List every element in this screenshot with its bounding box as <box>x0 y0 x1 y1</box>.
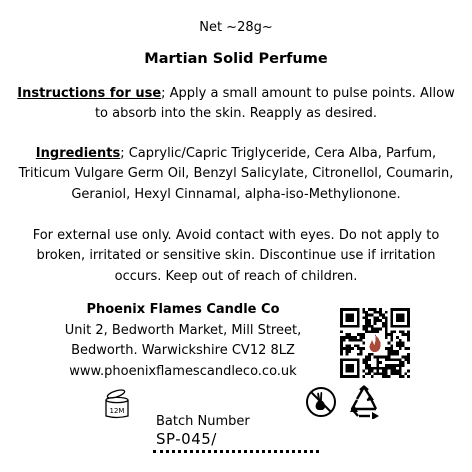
batch-label: Batch Number <box>156 414 250 429</box>
pao-label: 12M <box>109 407 125 415</box>
company-address-line1: Unit 2, Bedworth Market, Mill Street, <box>64 322 302 338</box>
instructions-block <box>14 84 458 125</box>
company-name: Phoenix Flames Candle Co <box>86 302 280 317</box>
instructions-heading: Instructions for use <box>17 86 162 101</box>
recycle-icon <box>346 385 382 419</box>
open-jar-icon <box>102 388 132 420</box>
ingredients-text: ; Caprylic/Capric Triglyceride, Cera Alba, Parfum, Triticum Vulgare Germ Oil, Benzyl Salicylate, Citronellol, Coumarin, Geraniol, Hexyl Cinnamal, alpha-iso-Methylionone. <box>18 146 454 202</box>
product-title: Martian Solid Perfume <box>144 51 328 67</box>
company-address-line2: Bedworth. Warwickshire CV12 8LZ <box>71 343 295 359</box>
batch-dotted-line <box>153 450 319 453</box>
instructions-text: ; Apply a small amount to pulse points. Allow to absorb into the skin. Reapply as desired. <box>94 86 455 122</box>
company-block <box>30 300 336 382</box>
ingredients-block <box>14 144 458 205</box>
no-animal-testing-icon <box>305 386 337 418</box>
net-weight: Net ~28g~ <box>199 20 273 35</box>
ingredients-heading: Ingredients <box>35 146 121 161</box>
company-website: www.phoenixflamescandleco.co.uk <box>69 363 297 379</box>
warning-text: For external use only. Avoid contact with eyes. Do not apply to broken, irritated or sensitive skin. Discontinue use if irritation occurs. Keep out of reach of children. <box>32 228 440 284</box>
qr-code <box>340 308 410 378</box>
batch-code: SP-045/ <box>156 430 217 448</box>
